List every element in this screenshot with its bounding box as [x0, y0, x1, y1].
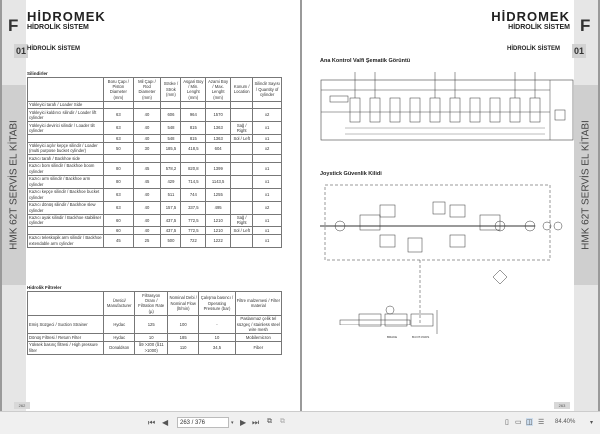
table-cell: Sol / Left	[231, 227, 253, 234]
table-cell: 40	[133, 227, 161, 234]
table-cell	[231, 109, 253, 122]
table-cell: 1363	[206, 135, 231, 142]
table-cell: 63	[104, 109, 133, 122]
table-row	[28, 334, 282, 341]
table-cell: x1	[253, 227, 282, 234]
table-row	[28, 142, 282, 155]
table-cell: 25	[133, 234, 161, 247]
table-cell: ß9 >200 (ß11 >1000)	[135, 341, 168, 354]
table-cell: 80	[104, 175, 133, 188]
table-cell: 500	[161, 234, 181, 247]
table-cell	[231, 155, 253, 162]
column-header: Boru Çapı / Piston Diameter (mm)	[104, 78, 133, 102]
column-header: Azami Boy / Max. Lenght (mm)	[206, 78, 231, 102]
table-cell: x1	[253, 162, 282, 175]
table-cell: 45	[133, 175, 161, 188]
table-cell: 50	[104, 142, 133, 155]
table-cell: Sağ / Right	[231, 214, 253, 227]
page-number: 263	[554, 402, 570, 409]
table-cell: Yükleyici açılır kepçe silindir / Loader (multi purpose bucket cylinder)	[28, 142, 104, 155]
filters-table	[27, 291, 282, 355]
brake-label: BRAKE	[387, 335, 398, 339]
table-cell	[28, 227, 104, 234]
table-cell	[161, 101, 181, 108]
table-cell: 548	[161, 135, 181, 142]
table-cell: 772,5	[181, 227, 206, 234]
table-row	[28, 135, 282, 142]
table-cell: x1	[253, 214, 282, 227]
table-cell	[231, 101, 253, 108]
table-cell: 437,5	[161, 214, 181, 227]
table-cell: Yüksek basınç filtresi / High pressure filter	[28, 341, 104, 354]
section-title: HİDROLİK SİSTEM	[506, 46, 560, 52]
next-page-button[interactable]: ▶	[240, 418, 247, 427]
table-cell: Kazıcı arm silindir / Backhoe arm cylinder	[28, 175, 104, 188]
column-header: Çalışma basıncı / Operating Pressure (bar)	[199, 292, 235, 316]
table-cell: -	[199, 315, 235, 333]
table-cell: Kazıcı tarafı / Backhoe side	[28, 155, 104, 162]
table-cell: 418,5	[181, 142, 206, 155]
table-row	[28, 188, 282, 201]
table-cell: 815	[181, 135, 206, 142]
table-cell: 63	[104, 188, 133, 201]
hidromek-logo: HİDROMEK	[491, 9, 570, 24]
table-cell: x1	[253, 188, 282, 201]
page-number: 262	[14, 402, 30, 409]
table-cell	[133, 101, 161, 108]
first-page-button[interactable]: ⏮	[148, 418, 156, 427]
table-cell: 110	[168, 341, 199, 354]
left-page	[2, 0, 300, 411]
table-cell: 1363	[206, 122, 231, 135]
table-row	[28, 155, 282, 162]
column-header: Nominal Debi / Nominal Flow (lt/min)	[168, 292, 199, 316]
table-cell	[181, 101, 206, 108]
table-cell: Hydac	[104, 334, 135, 341]
cylinders-title: Silindirler	[27, 71, 48, 76]
table-cell: x1	[253, 234, 282, 247]
column-header: Konum / Location	[231, 78, 253, 102]
table-cell: 125	[135, 315, 168, 333]
table-cell: x2	[253, 142, 282, 155]
table-row	[28, 162, 282, 175]
side-title: HMK 62T SERVİS EL KİTABI	[8, 120, 20, 250]
table-cell: Yükleyici devirici silindir / Loader tilt cylinder	[28, 122, 104, 135]
scroll-view-icon[interactable]: ☰	[538, 419, 545, 426]
section-number: 01	[15, 46, 26, 56]
table-cell: 60	[104, 214, 133, 227]
table-cell	[206, 155, 231, 162]
table-cell	[28, 135, 104, 142]
main-control-valve-schematic	[320, 70, 575, 145]
column-header: Asgari Boy / Min. Lenght (mm)	[181, 78, 206, 102]
column-header: Üretici/ Manufacturer	[104, 292, 135, 316]
table-cell: 606	[161, 109, 181, 122]
chapter-title: HİDROLİK SİSTEM	[508, 24, 570, 31]
table-cell: 80	[104, 162, 133, 175]
table-cell: 100	[168, 315, 199, 333]
table-cell: 429	[161, 175, 181, 188]
table-cell: 40	[133, 109, 161, 122]
brake-valve-schematic	[357, 310, 447, 340]
chapter-title: HİDROLİK SİSTEM	[27, 24, 89, 31]
table-cell	[231, 188, 253, 201]
table-cell	[231, 201, 253, 214]
table-cell: Dönüş Filtresi / Return Filter	[28, 334, 104, 341]
chapter-letter: F	[580, 16, 591, 35]
table-cell: 45	[104, 234, 133, 247]
section-title: HİDROLİK SİSTEM	[27, 46, 81, 52]
joystick-safety-lock-schematic	[320, 180, 575, 325]
page-number-field[interactable]: 263 / 376	[177, 417, 229, 428]
table-cell	[253, 101, 282, 108]
table-cell: 714,5	[181, 175, 206, 188]
table-cell: x1	[253, 175, 282, 188]
joystick-lock-title: Joystick Güvenlik Kilidi	[320, 171, 382, 177]
table-cell: 185,5	[161, 142, 181, 155]
zoom-dropdown-icon[interactable]: ▾	[590, 420, 594, 426]
table-cell: 337,5	[181, 201, 206, 214]
table-row	[28, 101, 282, 108]
table-cell: 40	[133, 188, 161, 201]
table-cell	[206, 101, 231, 108]
table-cell: Kazıcı dönüş silindir / Backhoe slew cylinder	[28, 201, 104, 214]
table-cell: Hydac	[104, 315, 135, 333]
previous-page-button[interactable]: ◀	[162, 418, 169, 427]
table-cell: Kazıcı bom silindir / Backhoe boom cylinder	[28, 162, 104, 175]
table-cell	[104, 155, 133, 162]
table-cell: 30	[133, 142, 161, 155]
table-cell: x1	[253, 135, 282, 142]
side-title-band	[2, 85, 26, 285]
table-cell: x2	[253, 201, 282, 214]
table-row	[28, 227, 282, 234]
column-header	[28, 292, 104, 316]
table-cell: 820,8	[181, 162, 206, 175]
table-cell: Kazıcı teleskopik arm silindir / Backhoe extendable arm cylinder	[28, 234, 104, 247]
table-cell: Fiber	[235, 341, 281, 354]
table-cell: 157,5	[161, 201, 181, 214]
table-cell	[231, 162, 253, 175]
chapter-letter: F	[8, 16, 19, 35]
table-cell: 40	[133, 214, 161, 227]
paste-icon[interactable]: ⧉	[280, 418, 285, 425]
table-cell: 964	[181, 109, 206, 122]
table-cell: Paslanmaz çelik tel süzgeç / stainless steel wire mesh	[236, 316, 280, 333]
table-cell: 1210	[206, 214, 231, 227]
column-header: Stroke / Strok (mm)	[161, 78, 181, 102]
column-header: Filtre malzemesi / Filter material	[235, 292, 281, 316]
table-row	[28, 315, 282, 333]
table-cell: Mobilemicron	[235, 334, 281, 341]
table-cell	[231, 142, 253, 155]
table-cell: 548	[161, 122, 181, 135]
table-cell: 578,2	[161, 162, 181, 175]
single-page-view-icon[interactable]: ▯	[505, 419, 509, 426]
table-row	[28, 109, 282, 122]
table-header-row	[28, 292, 282, 316]
column-header: Filtrasyon Oranı / Filtration Rate (µ)	[135, 292, 168, 316]
table-cell: 60	[104, 227, 133, 234]
table-cell: 815	[181, 122, 206, 135]
table-cell: 1210	[206, 227, 231, 234]
last-page-button[interactable]: ⏭	[252, 418, 260, 427]
copy-icon[interactable]: ⧉	[267, 418, 272, 425]
table-row	[28, 201, 282, 214]
table-cell: 40	[133, 122, 161, 135]
filters-title: Hidrolik Filtreler	[27, 285, 62, 290]
right-sidebar-tab	[574, 0, 598, 411]
table-cell	[231, 175, 253, 188]
control-valve-title: Ana Kontrol Valfi Şematik Görüntü	[320, 58, 411, 64]
table-cell: 34,5	[199, 341, 235, 354]
column-header: Mil Çapı / Rod Diameter (mm)	[133, 78, 161, 102]
table-cell: 1399	[206, 162, 231, 175]
table-cell: 1143,5	[206, 175, 231, 188]
cylinders-table	[27, 77, 282, 248]
table-cell: 10	[135, 334, 168, 341]
table-cell: x1	[253, 122, 282, 135]
table-cell: Sağ / Right	[231, 122, 253, 135]
table-cell: 437,5	[161, 227, 181, 234]
column-header: Silindir Sayısı / Quantity of cylinder	[253, 78, 282, 102]
b4-label: B4 DT-PADS	[412, 335, 430, 339]
table-cell: 744	[181, 188, 206, 201]
section-number: 01	[573, 46, 584, 56]
table-cell	[253, 155, 282, 162]
page-dropdown-icon[interactable]: ▾	[231, 420, 234, 426]
table-cell: 185	[168, 334, 199, 341]
table-cell: 511	[161, 188, 181, 201]
table-cell: Kazıcı ayak silindir / Backhoe stabiliser cylinder	[28, 214, 104, 227]
pdf-viewer-toolbar	[0, 411, 600, 434]
table-cell: Kazıcı kepçe silindir / Backhoe bucket cylinder	[28, 188, 104, 201]
table-cell: 1570	[206, 109, 231, 122]
left-sidebar-tab	[2, 0, 26, 411]
table-row	[28, 234, 282, 247]
side-title: HMK 62T SERVİS EL KİTABI	[580, 120, 592, 250]
table-cell	[181, 155, 206, 162]
table-cell: 722	[181, 234, 206, 247]
side-title-band	[574, 85, 598, 285]
column-header	[28, 78, 104, 102]
table-cell: Yükleyici kaldırıcı silindir / Loader lift cylinder	[28, 109, 104, 122]
table-cell: Donaldson	[104, 341, 135, 354]
table-header-row	[28, 78, 282, 102]
table-cell: 1222	[206, 234, 231, 247]
table-cell: 40	[133, 135, 161, 142]
table-cell: 772,5	[181, 214, 206, 227]
table-row	[28, 122, 282, 135]
table-cell: 10	[199, 334, 235, 341]
table-row	[28, 175, 282, 188]
right-page	[302, 0, 598, 411]
zoom-level[interactable]: 84.40%	[555, 419, 576, 425]
table-row	[28, 341, 282, 354]
table-cell: 604	[206, 142, 231, 155]
table-cell: Emiş Süzgeci / Suction Strainer	[28, 315, 104, 333]
table-row	[28, 214, 282, 227]
table-cell: Sol / Left	[231, 135, 253, 142]
table-cell: 45	[133, 162, 161, 175]
table-cell	[133, 155, 161, 162]
table-cell: 40	[133, 201, 161, 214]
table-cell: 63	[104, 122, 133, 135]
table-cell: 495	[206, 201, 231, 214]
table-cell	[161, 155, 181, 162]
table-cell: 63	[104, 135, 133, 142]
continuous-view-icon[interactable]: ▭	[515, 419, 522, 426]
hidromek-logo: HİDROMEK	[27, 9, 106, 24]
table-cell	[231, 234, 253, 247]
two-page-view-icon[interactable]: ◫	[526, 419, 533, 426]
table-cell: 1255	[206, 188, 231, 201]
table-cell: 63	[104, 201, 133, 214]
table-cell	[104, 101, 133, 108]
table-cell: Yükleyici tarafı / Loader Side	[28, 101, 104, 108]
table-cell: x2	[253, 109, 282, 122]
